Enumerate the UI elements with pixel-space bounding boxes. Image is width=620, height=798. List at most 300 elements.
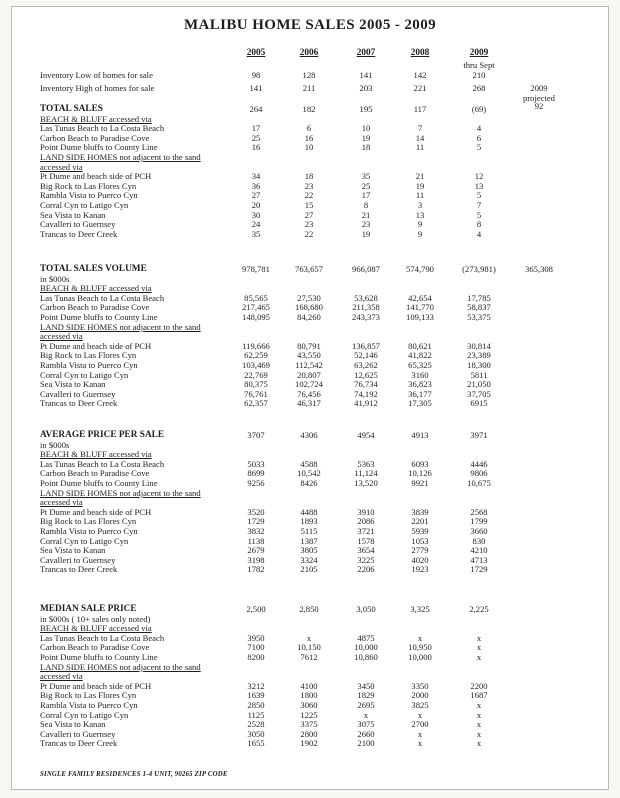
- cell: 27,530: [297, 292, 321, 303]
- beach-header-row: [12, 449, 608, 459]
- cell: 23: [361, 219, 371, 230]
- cell: 3198: [247, 554, 265, 565]
- land-row: [12, 341, 608, 351]
- land-header-row: [12, 488, 608, 498]
- cell: 30,814: [467, 340, 491, 351]
- cell: 98: [251, 70, 261, 80]
- cell: 2850: [247, 700, 265, 710]
- area-label: Sea Vista to Kanan: [40, 209, 106, 220]
- cell: 12: [474, 171, 484, 182]
- beach-header: BEACH & BLUFF accessed via: [40, 623, 152, 634]
- cell: 1639: [247, 690, 265, 701]
- cell: 74,192: [354, 388, 378, 399]
- cell: 3654: [357, 545, 375, 556]
- cell: 17,305: [408, 398, 432, 409]
- cell: 148,095: [242, 312, 270, 322]
- section-total-row: [12, 604, 608, 614]
- area-label: Las Tunas Beach to La Costa Beach: [40, 632, 165, 643]
- section-subtitle: in $000s: [40, 439, 70, 450]
- cell: 3520: [247, 506, 265, 517]
- cell: 36,177: [408, 388, 432, 399]
- cell: 35: [361, 171, 371, 182]
- beach-header-row: [12, 114, 608, 124]
- cell: 2200: [470, 680, 488, 691]
- area-label: Sea Vista to Kanan: [40, 719, 106, 730]
- cell: 23,389: [467, 350, 491, 361]
- projected-value: 92: [534, 101, 544, 111]
- land-row: [12, 738, 608, 748]
- beach-row: [12, 142, 608, 152]
- cell: 1729: [247, 516, 265, 527]
- section-subtitle-row: [12, 440, 608, 450]
- cell: 46,317: [297, 398, 321, 409]
- cell: 53,628: [354, 292, 378, 303]
- cell: 3839: [411, 506, 429, 517]
- area-label: Trancas to Deer Creek: [40, 738, 118, 749]
- cell: 10: [361, 123, 371, 134]
- beach-row: [12, 478, 608, 488]
- cell: 2700: [411, 719, 429, 730]
- cell: 1387: [300, 535, 318, 546]
- cell: 4488: [300, 506, 318, 517]
- cell: 23: [304, 219, 314, 230]
- beach-row: [12, 312, 608, 322]
- land-header-row-2: [12, 497, 608, 507]
- cell: 1923: [411, 564, 429, 575]
- cell: 3832: [247, 526, 265, 536]
- cell: 19: [415, 180, 425, 191]
- land-row: [12, 379, 608, 389]
- cell: 6915: [470, 398, 488, 409]
- area-label: Corral Cyn to Latigo Cyn: [40, 369, 129, 380]
- cell: 109,133: [406, 312, 434, 322]
- cell: 7: [476, 200, 482, 210]
- cell: 2568: [470, 506, 488, 517]
- area-label: Carbon Beach to Paradise Cove: [40, 132, 150, 143]
- land-row: [12, 360, 608, 370]
- cell: 65,325: [408, 360, 432, 370]
- cell: 2105: [300, 564, 318, 575]
- cell: 2,850: [299, 604, 319, 614]
- cell: 119,666: [242, 340, 270, 351]
- cell: x: [306, 632, 312, 643]
- cell: 1687: [470, 690, 488, 701]
- land-row: [12, 719, 608, 729]
- cell: 76,761: [244, 388, 268, 399]
- area-label: Cavalleri to Guernsey: [40, 388, 116, 399]
- cell: 11: [415, 142, 425, 153]
- cell: 4210: [470, 545, 488, 556]
- cell: 1799: [470, 516, 488, 527]
- cell: 14: [415, 132, 425, 143]
- cell: 8: [363, 200, 369, 210]
- cell: 80,791: [297, 340, 321, 351]
- cell: 16: [251, 142, 261, 153]
- land-header-row: [12, 322, 608, 332]
- land-row: [12, 555, 608, 565]
- cell: (273,981): [462, 264, 496, 274]
- cell: 3050: [247, 728, 265, 739]
- cell: 5811: [470, 369, 488, 380]
- cell: 3,325: [410, 604, 430, 614]
- cell: 5033: [247, 458, 265, 469]
- cell: 35: [251, 228, 261, 239]
- section-subtitle-row: [12, 614, 608, 624]
- cell: 1782: [247, 564, 265, 575]
- beach-row: [12, 123, 608, 133]
- cell: 24: [251, 219, 261, 230]
- cell: 63,262: [354, 360, 378, 370]
- cell: 4446: [470, 458, 488, 469]
- cell: 10,150: [297, 642, 321, 653]
- area-label: Trancas to Deer Creek: [40, 398, 118, 409]
- land-row: [12, 398, 608, 408]
- cell: 16: [304, 132, 314, 143]
- cell: 136,857: [352, 340, 380, 351]
- cell: 268: [472, 83, 486, 93]
- cell: 168,680: [295, 302, 323, 313]
- land-header-row-2: [12, 162, 608, 172]
- cell: 5115: [300, 526, 318, 536]
- cell: x: [363, 709, 369, 720]
- cell: 3707: [247, 430, 265, 440]
- cell: 2528: [247, 719, 265, 730]
- beach-row: [12, 293, 608, 303]
- area-label: Carbon Beach to Paradise Cove: [40, 468, 150, 479]
- cell: 9921: [411, 478, 429, 488]
- projected-label: projected: [523, 93, 555, 103]
- section-total-row: [12, 430, 608, 440]
- cell: 2201: [411, 516, 429, 527]
- cell: (69): [471, 104, 487, 114]
- cell: 4: [476, 123, 482, 134]
- cell: 9: [417, 228, 423, 239]
- inventory-high-row: [12, 83, 608, 93]
- cell: 10,542: [297, 468, 321, 479]
- cell: 4588: [300, 458, 318, 469]
- cell: 5: [476, 142, 482, 153]
- land-header-row-2: [12, 331, 608, 341]
- report-page: [11, 6, 609, 790]
- cell: 25: [361, 180, 371, 191]
- cell: 112,542: [295, 360, 323, 370]
- cell: 3805: [300, 545, 318, 556]
- cell: 3825: [411, 700, 429, 710]
- land-header-row: [12, 152, 608, 162]
- cell: 1655: [247, 738, 265, 749]
- cell: 763,657: [295, 264, 323, 274]
- land-row: [12, 389, 608, 399]
- cell: 211,358: [352, 302, 380, 313]
- cell: 2679: [247, 545, 265, 556]
- cell: 1053: [411, 535, 429, 546]
- thru-sept-row: [12, 60, 608, 70]
- land-row: [12, 729, 608, 739]
- land-row: [12, 190, 608, 200]
- beach-header: BEACH & BLUFF accessed via: [40, 449, 152, 460]
- cell: 141,770: [406, 302, 434, 313]
- area-label: Trancas to Deer Creek: [40, 564, 118, 575]
- cell: 17,785: [467, 292, 491, 303]
- cell: 203: [359, 83, 373, 93]
- cell: 18: [304, 171, 314, 182]
- cell: 4306: [300, 430, 318, 440]
- cell: 6: [476, 132, 482, 143]
- area-label: Trancas to Deer Creek: [40, 228, 118, 239]
- cell: 19: [361, 228, 371, 239]
- cell: 2,500: [246, 604, 266, 614]
- year-header: 2006: [299, 48, 319, 58]
- area-label: Rambla Vista to Puerco Cyn: [40, 190, 138, 201]
- cell: x: [417, 709, 423, 720]
- beach-row: [12, 652, 608, 662]
- cell: 830: [472, 535, 486, 546]
- year-header: 2007: [356, 48, 376, 58]
- cell: 4020: [411, 554, 429, 565]
- section-subtitle-row: [12, 274, 608, 284]
- land-row: [12, 710, 608, 720]
- cell: 3160: [411, 369, 429, 380]
- cell: 1138: [247, 535, 265, 546]
- year-header: 2009: [469, 48, 489, 58]
- land-header-2: accessed via: [40, 671, 83, 682]
- area-label: Point Dume bluffs to County Line: [40, 478, 158, 488]
- cell: 3,050: [356, 604, 376, 614]
- section-title: MEDIAN SALE PRICE: [40, 604, 137, 614]
- cell: 80,621: [408, 340, 432, 351]
- cell: 20,807: [297, 369, 321, 380]
- cell: 6093: [411, 458, 429, 469]
- land-row: [12, 681, 608, 691]
- beach-header-row: [12, 623, 608, 633]
- cell: x: [476, 728, 482, 739]
- cell: 3324: [300, 554, 318, 565]
- beach-header: BEACH & BLUFF accessed via: [40, 113, 152, 124]
- cell: 3225: [357, 554, 375, 565]
- cell: 23: [304, 180, 314, 191]
- cell: 182: [302, 104, 316, 114]
- cell: 18,300: [467, 360, 491, 370]
- cell: 85,565: [244, 292, 268, 303]
- cell: 5: [476, 209, 482, 220]
- area-label: Carbon Beach to Paradise Cove: [40, 302, 150, 313]
- area-label: Big Rock to Las Flores Cyn: [40, 690, 137, 701]
- cell: 1578: [357, 535, 375, 546]
- cell: 36: [251, 180, 261, 191]
- land-row: [12, 229, 608, 239]
- year-header-row: [12, 48, 608, 58]
- cell: 3971: [470, 430, 488, 440]
- cell: 10,000: [354, 642, 378, 653]
- cell: x: [417, 738, 423, 749]
- cell: 574,790: [406, 264, 434, 274]
- cell: 10: [304, 142, 314, 153]
- area-label: Sea Vista to Kanan: [40, 545, 106, 556]
- cell: 1729: [470, 564, 488, 575]
- beach-row: [12, 133, 608, 143]
- area-label: Point Dume bluffs to County Line: [40, 312, 158, 322]
- land-row: [12, 210, 608, 220]
- cell: 141: [359, 70, 373, 80]
- cell: 27: [251, 190, 261, 201]
- cell: 2695: [357, 700, 375, 710]
- cell: 966,087: [352, 264, 380, 274]
- cell: x: [476, 652, 482, 662]
- inventory-low-row: [12, 70, 608, 80]
- cell: 21: [361, 209, 371, 220]
- cell: 80,375: [244, 379, 268, 390]
- cell: 27: [304, 209, 314, 220]
- cell: 2000: [411, 690, 429, 701]
- cell: 10,675: [467, 478, 491, 488]
- cell: 34: [251, 171, 261, 182]
- cell: 195: [359, 104, 373, 114]
- cell: 5939: [411, 526, 429, 536]
- cell: 15: [304, 200, 314, 210]
- cell: 2100: [357, 738, 375, 749]
- land-header-row: [12, 662, 608, 672]
- land-header: LAND SIDE HOMES not adjacent to the sand: [40, 152, 201, 162]
- thru-sept-note: thru Sept: [463, 60, 495, 70]
- cell: 243,373: [352, 312, 380, 322]
- cell: 3212: [247, 680, 265, 691]
- land-row: [12, 564, 608, 574]
- land-row: [12, 171, 608, 181]
- cell: 217,465: [242, 302, 270, 313]
- cell: 3: [417, 200, 423, 210]
- section-subtitle: in $000s ( 10+ sales only noted): [40, 613, 151, 624]
- land-header: LAND SIDE HOMES not adjacent to the sand: [40, 487, 201, 498]
- cell: 41,822: [408, 350, 432, 361]
- cell: 10,950: [408, 642, 432, 653]
- footnote: SINGLE FAMILY RESIDENCES 1-4 UNIT, 90265 ZIP CODE: [40, 771, 228, 778]
- cell: 2800: [300, 728, 318, 739]
- cell: 41,912: [354, 398, 378, 409]
- cell: 42,654: [408, 292, 432, 303]
- area-label: Pt Dume and beach side of PCH: [40, 171, 152, 182]
- land-header: LAND SIDE HOMES not adjacent to the sand: [40, 321, 201, 332]
- cell: 3450: [357, 680, 375, 691]
- land-row: [12, 690, 608, 700]
- cell: 76,734: [354, 379, 378, 390]
- row-label: Inventory Low of homes for sale: [40, 70, 153, 80]
- cell: 3060: [300, 700, 318, 710]
- cell: 22: [304, 228, 314, 239]
- cell: 18: [361, 142, 371, 153]
- cell: 2779: [411, 545, 429, 556]
- projected-value-row: [12, 101, 608, 111]
- land-row: [12, 370, 608, 380]
- land-row: [12, 350, 608, 360]
- section-title: TOTAL SALES VOLUME: [40, 264, 147, 274]
- cell: 62,357: [244, 398, 268, 409]
- beach-row: [12, 642, 608, 652]
- cell: 1125: [247, 709, 265, 720]
- cell: x: [476, 709, 482, 720]
- cell: 4875: [357, 632, 375, 643]
- cell: 978,781: [242, 264, 270, 274]
- cell: 3350: [411, 680, 429, 691]
- land-header-2: accessed via: [40, 497, 83, 508]
- cell: 21: [415, 171, 425, 182]
- beach-row: [12, 468, 608, 478]
- cell: 2,225: [469, 604, 489, 614]
- cell: 22: [304, 190, 314, 201]
- cell: 21,050: [467, 379, 491, 390]
- land-row: [12, 526, 608, 536]
- cell: 43,550: [297, 350, 321, 361]
- cell: 4954: [357, 430, 375, 440]
- cell: 8200: [247, 652, 265, 662]
- land-row: [12, 516, 608, 526]
- cell: 30: [251, 209, 261, 220]
- row-label: Inventory High of homes for sale: [40, 83, 155, 93]
- cell: 17: [361, 190, 371, 201]
- beach-header: BEACH & BLUFF accessed via: [40, 283, 152, 294]
- cell: x: [476, 738, 482, 749]
- cell: 11,124: [354, 468, 378, 479]
- cell: 52,146: [354, 350, 378, 361]
- cell: 10,860: [354, 652, 378, 662]
- cell: 141: [249, 83, 263, 93]
- cell: 25: [251, 132, 261, 143]
- area-label: Sea Vista to Kanan: [40, 379, 106, 390]
- area-label: Las Tunas Beach to La Costa Beach: [40, 458, 165, 469]
- area-label: Pt Dume and beach side of PCH: [40, 680, 152, 691]
- cell: 5363: [357, 458, 375, 469]
- cell: 3910: [357, 506, 375, 517]
- cell: 22,769: [244, 369, 268, 380]
- cell: 1225: [300, 709, 318, 720]
- projected-value: 365,308: [525, 264, 553, 274]
- land-header-row-2: [12, 671, 608, 681]
- area-label: Pt Dume and beach side of PCH: [40, 340, 152, 351]
- cell: 3075: [357, 719, 375, 730]
- cell: 211: [302, 83, 316, 93]
- land-row: [12, 200, 608, 210]
- cell: 221: [413, 83, 427, 93]
- area-label: Las Tunas Beach to La Costa Beach: [40, 123, 165, 134]
- cell: 76,456: [297, 388, 321, 399]
- cell: 62,259: [244, 350, 268, 361]
- area-label: Big Rock to Las Flores Cyn: [40, 180, 137, 191]
- land-header: LAND SIDE HOMES not adjacent to the sand: [40, 661, 201, 672]
- cell: 3721: [357, 526, 375, 536]
- cell: 210: [472, 70, 486, 80]
- cell: x: [476, 700, 482, 710]
- cell: 12,625: [354, 369, 378, 380]
- cell: 3950: [247, 632, 265, 643]
- area-label: Pt Dume and beach side of PCH: [40, 506, 152, 517]
- cell: 8699: [247, 468, 265, 479]
- report-title: MALIBU HOME SALES 2005 - 2009: [183, 17, 437, 33]
- section-title: AVERAGE PRICE PER SALE: [40, 430, 165, 440]
- beach-row: [12, 302, 608, 312]
- cell: 2660: [357, 728, 375, 739]
- area-label: Point Dume bluffs to County Line: [40, 652, 158, 662]
- area-label: Cavalleri to Guernsey: [40, 554, 116, 565]
- beach-row: [12, 633, 608, 643]
- area-label: Corral Cyn to Latigo Cyn: [40, 535, 129, 546]
- area-label: Carbon Beach to Paradise Cove: [40, 642, 150, 653]
- land-row: [12, 536, 608, 546]
- land-row: [12, 507, 608, 517]
- area-label: Cavalleri to Guernsey: [40, 219, 116, 230]
- cell: 4713: [470, 554, 488, 565]
- area-label: Big Rock to Las Flores Cyn: [40, 516, 137, 527]
- cell: 13: [415, 209, 425, 220]
- cell: 17: [251, 123, 261, 134]
